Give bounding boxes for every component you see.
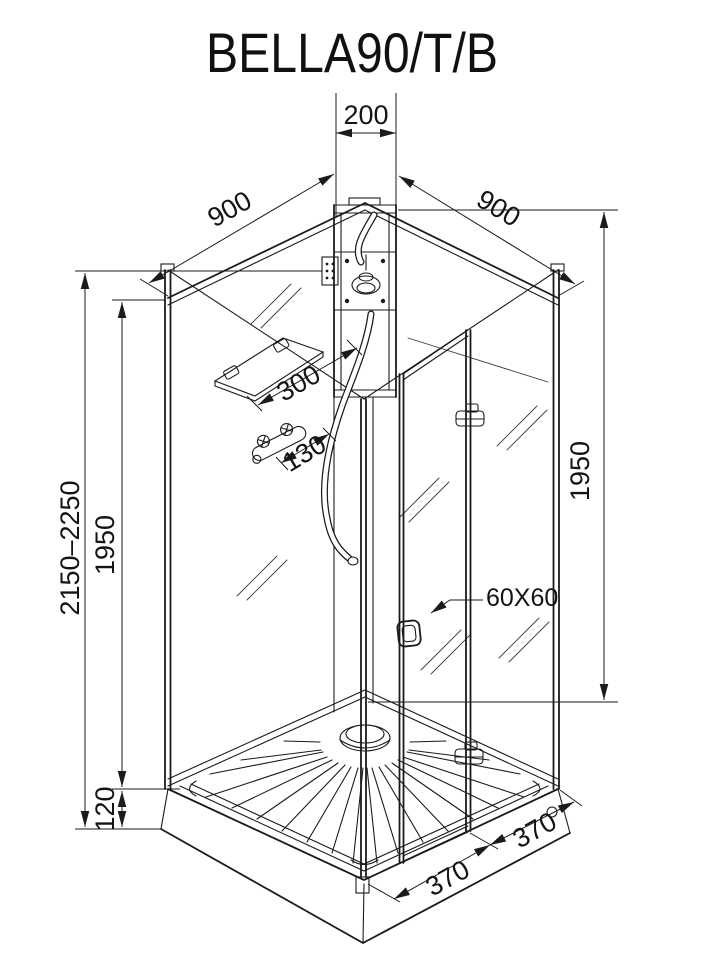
dimension-lines	[75, 93, 618, 902]
showerhead	[352, 255, 380, 294]
handle-leader-arrow	[431, 600, 483, 613]
drain-cap	[340, 725, 390, 751]
shower-door	[397, 330, 484, 863]
dim-label-front-segment-left: 370	[420, 854, 475, 903]
cabin-structure	[161, 203, 564, 893]
dim-label-front-segment-right: 370	[507, 806, 562, 855]
control-box	[322, 257, 338, 285]
dim-label-handle-size: 60X60	[486, 584, 559, 612]
right-corner-post	[551, 264, 564, 789]
dim-label-tray-base-height: 120	[90, 786, 120, 832]
tray-ribs	[206, 741, 524, 863]
page-title: BELLA90/T/B	[206, 21, 498, 84]
door-handle	[397, 620, 421, 647]
dim-label-shelf-width: 300	[271, 358, 326, 408]
dim-label-glass-height-left: 1950	[90, 514, 120, 576]
dim-label-side-left: 900	[202, 185, 257, 234]
glass-reflections	[237, 284, 549, 674]
dim-label-column-width: 200	[343, 100, 389, 130]
dim-label-mixer-width: 130	[277, 428, 332, 478]
dim-label-glass-height-right: 1950	[565, 440, 595, 502]
left-corner-post	[161, 264, 174, 789]
dim-label-overall-height: 2150–2250	[55, 480, 85, 616]
shower-column	[322, 198, 396, 712]
dim-label-side-right: 900	[471, 183, 526, 233]
